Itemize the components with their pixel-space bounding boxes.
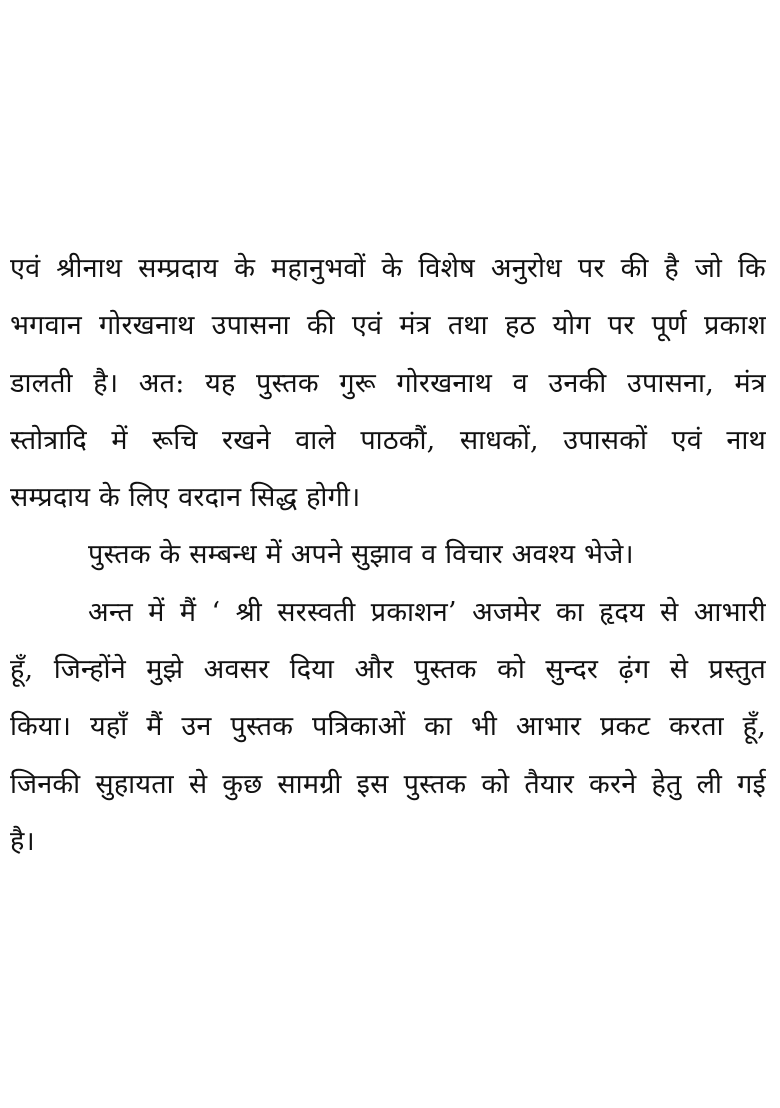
body-text	[10, 240, 766, 870]
text-line: अन्त में मैं ‘ श्री सरस्वती प्रकाशन’ अजमेर का हृदय से आभारी	[88, 596, 766, 628]
text-line: हूँ, जिन्होंने मुझे अवसर दिया और पुस्तक को सुन्दर ढ़ंग से प्रस्तुत	[10, 654, 766, 686]
text-line: स्तोत्रादि में रूचि रखने वाले पाठकौं, साधकों, उपासकों एवं नाथ	[10, 424, 766, 456]
text-line: है।	[10, 825, 35, 857]
text-line: पुस्तक के सम्बन्ध में अपने सुझाव व विचार अवश्य भेजे।	[88, 539, 634, 571]
paragraph-3	[10, 584, 766, 870]
text-line: सम्प्रदाय के लिए वरदान सिद्ध होगी।	[10, 482, 361, 514]
text-line: किया। यहाँ मैं उन पुस्तक पत्रिकाओं का भी आभार प्रकट करता हूँ,	[10, 711, 766, 743]
paragraph-2	[10, 526, 766, 583]
text-line: भगवान गोरखनाथ उपासना की एवं मंत्र तथा हठ योग पर पूर्ण प्रकाश	[10, 310, 766, 342]
text-line: डालती है। अत: यह पुस्तक गुरू गोरखनाथ व उनकी उपासना, मंत्र	[10, 367, 766, 399]
paragraph-1	[10, 240, 766, 526]
text-line: जिनकी सुहायता से कुछ सामग्री इस पुस्तक को तैयार करने हेतु ली गई	[10, 768, 766, 800]
text-line: एवं श्रीनाथ सम्प्रदाय के महानुभवों के विशेष अनुरोध पर की है जो कि	[10, 253, 766, 284]
